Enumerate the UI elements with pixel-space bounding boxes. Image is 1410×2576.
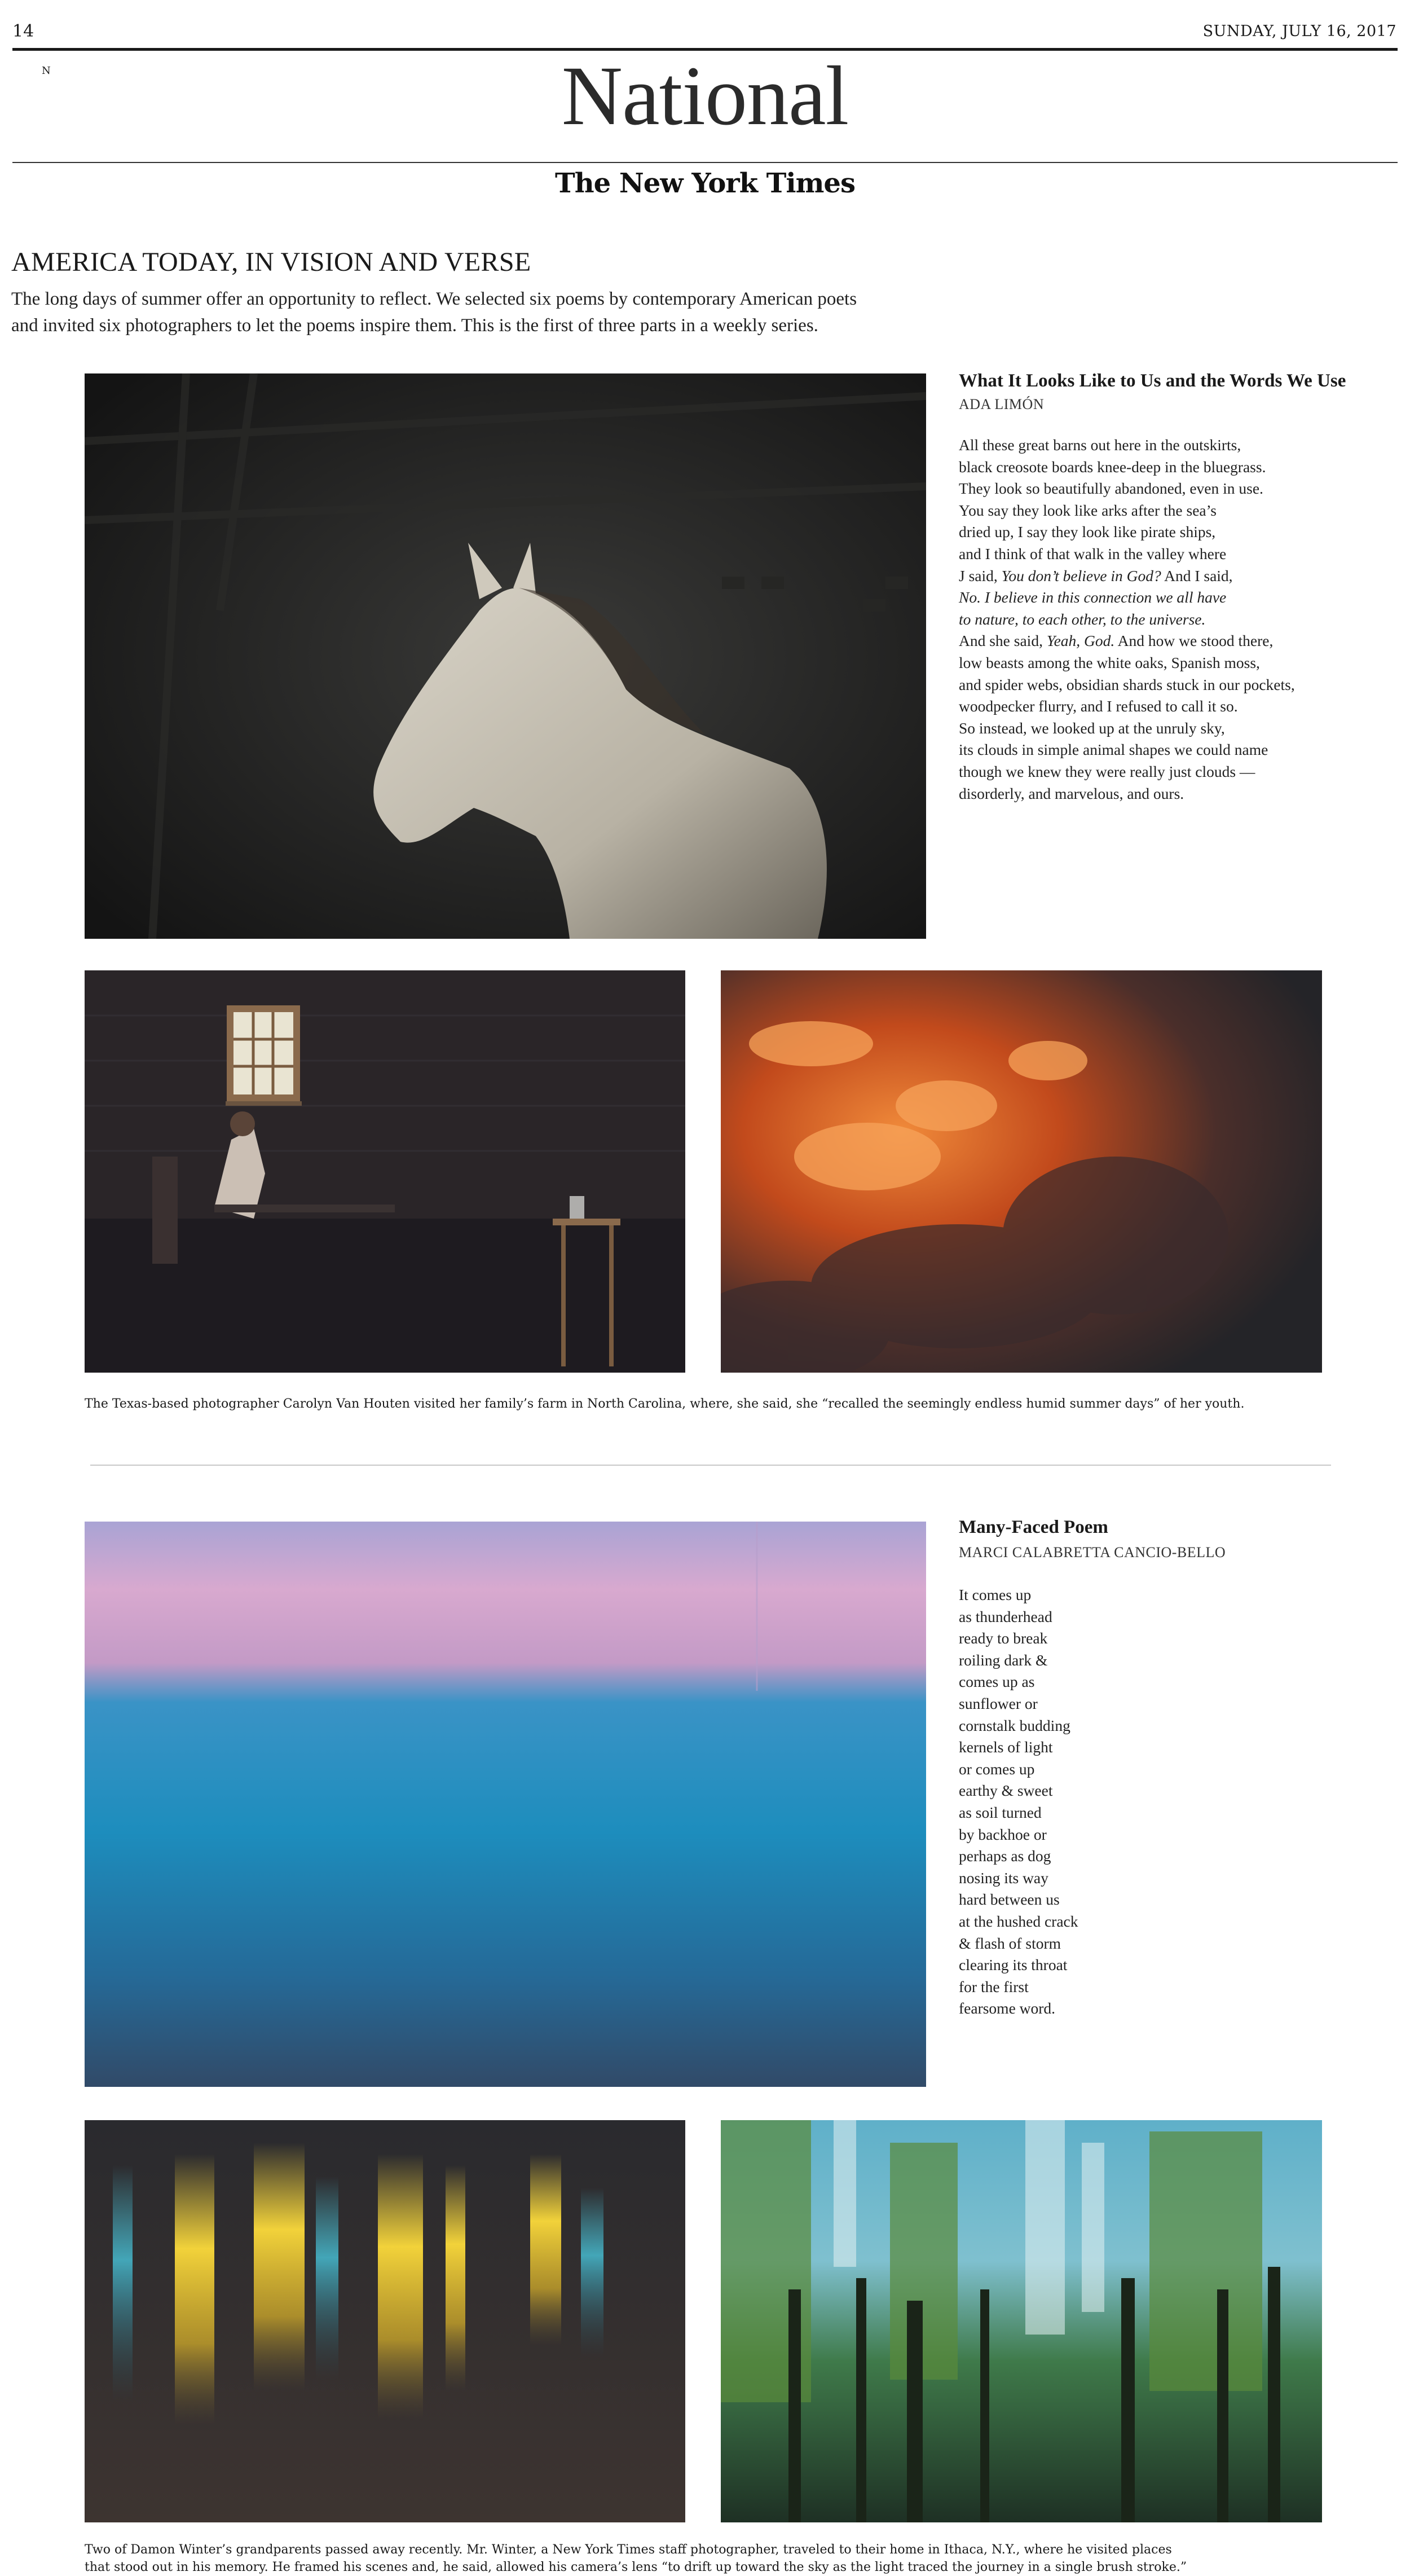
poem-line: And she said, Yeah, God. And how we stood there, [959, 632, 1274, 650]
poem-line: ready to break [959, 1629, 1048, 1647]
farmhouse-interior-photo [85, 970, 685, 1373]
poem-line: You say they look like arks after the sea’s [959, 501, 1217, 519]
photo-caption [85, 2541, 1354, 2576]
dateline: SUNDAY, JULY 16, 2017 [1202, 23, 1396, 40]
poem-line: black creosote boards knee-deep in the bluegrass. [959, 458, 1266, 476]
poem-line: It comes up [959, 1586, 1032, 1603]
poem-title: What It Looks Like to Us and the Words We Use [959, 371, 1346, 391]
poem-line: So instead, we looked up at the unruly sky, [959, 719, 1225, 737]
poem-line: fearsome word. [959, 1999, 1056, 2017]
poem-line: roiling dark & [959, 1651, 1048, 1669]
caption-line: Two of Damon Winter’s grandparents passed away recently. Mr. Winter, a New York Times staff photographer, traveled to their home in Ithaca, N.Y., where he visited places [85, 2543, 1172, 2557]
poem-line: clearing its throat [959, 1956, 1068, 1974]
poem-line: at the hushed crack [959, 1912, 1078, 1930]
poem-line: as soil turned [959, 1803, 1042, 1821]
poem-line: woodpecker flurry, and I refused to call it so. [959, 697, 1238, 715]
storm-clouds-photo [721, 970, 1322, 1373]
nyt-logo: The New York Times [555, 168, 855, 199]
horse-photo [85, 373, 926, 939]
blurred-light-photo [85, 2120, 685, 2522]
poem-text [959, 434, 1387, 805]
poem-line: They look so beautifully abandoned, even in use. [959, 480, 1263, 498]
masthead-rule [12, 162, 1398, 163]
poem-line: and spider webs, obsidian shards stuck in our pockets, [959, 675, 1295, 693]
poem-line: or comes up [959, 1760, 1035, 1778]
feature-headline: AMERICA TODAY, IN VISION AND VERSE [11, 247, 531, 277]
poem-line: low beasts among the white oaks, Spanish moss, [959, 653, 1260, 671]
poem-line: comes up as [959, 1673, 1035, 1691]
feature-dek [11, 286, 942, 339]
poem-line: J said, You don’t believe in God? And I said, [959, 566, 1233, 584]
page-number: 14 [12, 21, 34, 41]
forest-sky-photo [721, 2120, 1322, 2522]
poem-line: disorderly, and marvelous, and ours. [959, 784, 1184, 802]
poem-line: cornstalk budding [959, 1716, 1070, 1734]
poem-line: by backhoe or [959, 1825, 1047, 1843]
edition-mark: N [42, 65, 51, 77]
dek-line: and invited six photographers to let the poems inspire them. This is the first of three parts in a weekly series. [11, 315, 818, 336]
poem-line: kernels of light [959, 1738, 1053, 1756]
poem-line: All these great barns out here in the outskirts, [959, 436, 1241, 454]
poem-author: MARCI CALABRETTA CANCIO-BELLO [959, 1544, 1226, 1560]
poem-line: hard between us [959, 1891, 1060, 1909]
photo-caption: The Texas-based photographer Carolyn Van Houten visited her family’s farm in North Carolina, where, she said, she “recalled the seemingly endless humid summer days” of her youth. [85, 1397, 1245, 1411]
poem-line: as thunderhead [959, 1607, 1052, 1625]
section-divider [90, 1465, 1331, 1466]
poem-line: & flash of storm [959, 1934, 1061, 1952]
poem-line: its clouds in simple animal shapes we could name [959, 741, 1268, 759]
poem-line: perhaps as dog [959, 1847, 1051, 1865]
poem-line: though we knew they were really just clouds — [959, 762, 1255, 780]
pastel-sky-photo [85, 1522, 926, 2087]
poem-line: nosing its way [959, 1869, 1048, 1887]
poem-line: No. I believe in this connection we all have [959, 588, 1227, 606]
dek-line: The long days of summer offer an opportunity to reflect. We selected six poems by contemporary American poets [11, 289, 857, 309]
section-title: National [561, 49, 849, 143]
caption-line: that stood out in his memory. He framed his scenes and, he said, allowed his camera’s lens “to drift up toward the sky as the light traced the journey in a single brush stroke.” [85, 2560, 1187, 2575]
poem-line: to nature, to each other, to the universe. [959, 610, 1206, 628]
poem-title: Many-Faced Poem [959, 1517, 1108, 1537]
poem-line: sunflower or [959, 1694, 1038, 1712]
poem-author: ADA LIMÓN [959, 396, 1045, 412]
poem-line: for the first [959, 1977, 1029, 1995]
poem-line: earthy & sweet [959, 1782, 1053, 1800]
poem-text [959, 1584, 1387, 2020]
poem-line: dried up, I say they look like pirate ships, [959, 523, 1216, 541]
poem-line: and I think of that walk in the valley where [959, 544, 1227, 562]
